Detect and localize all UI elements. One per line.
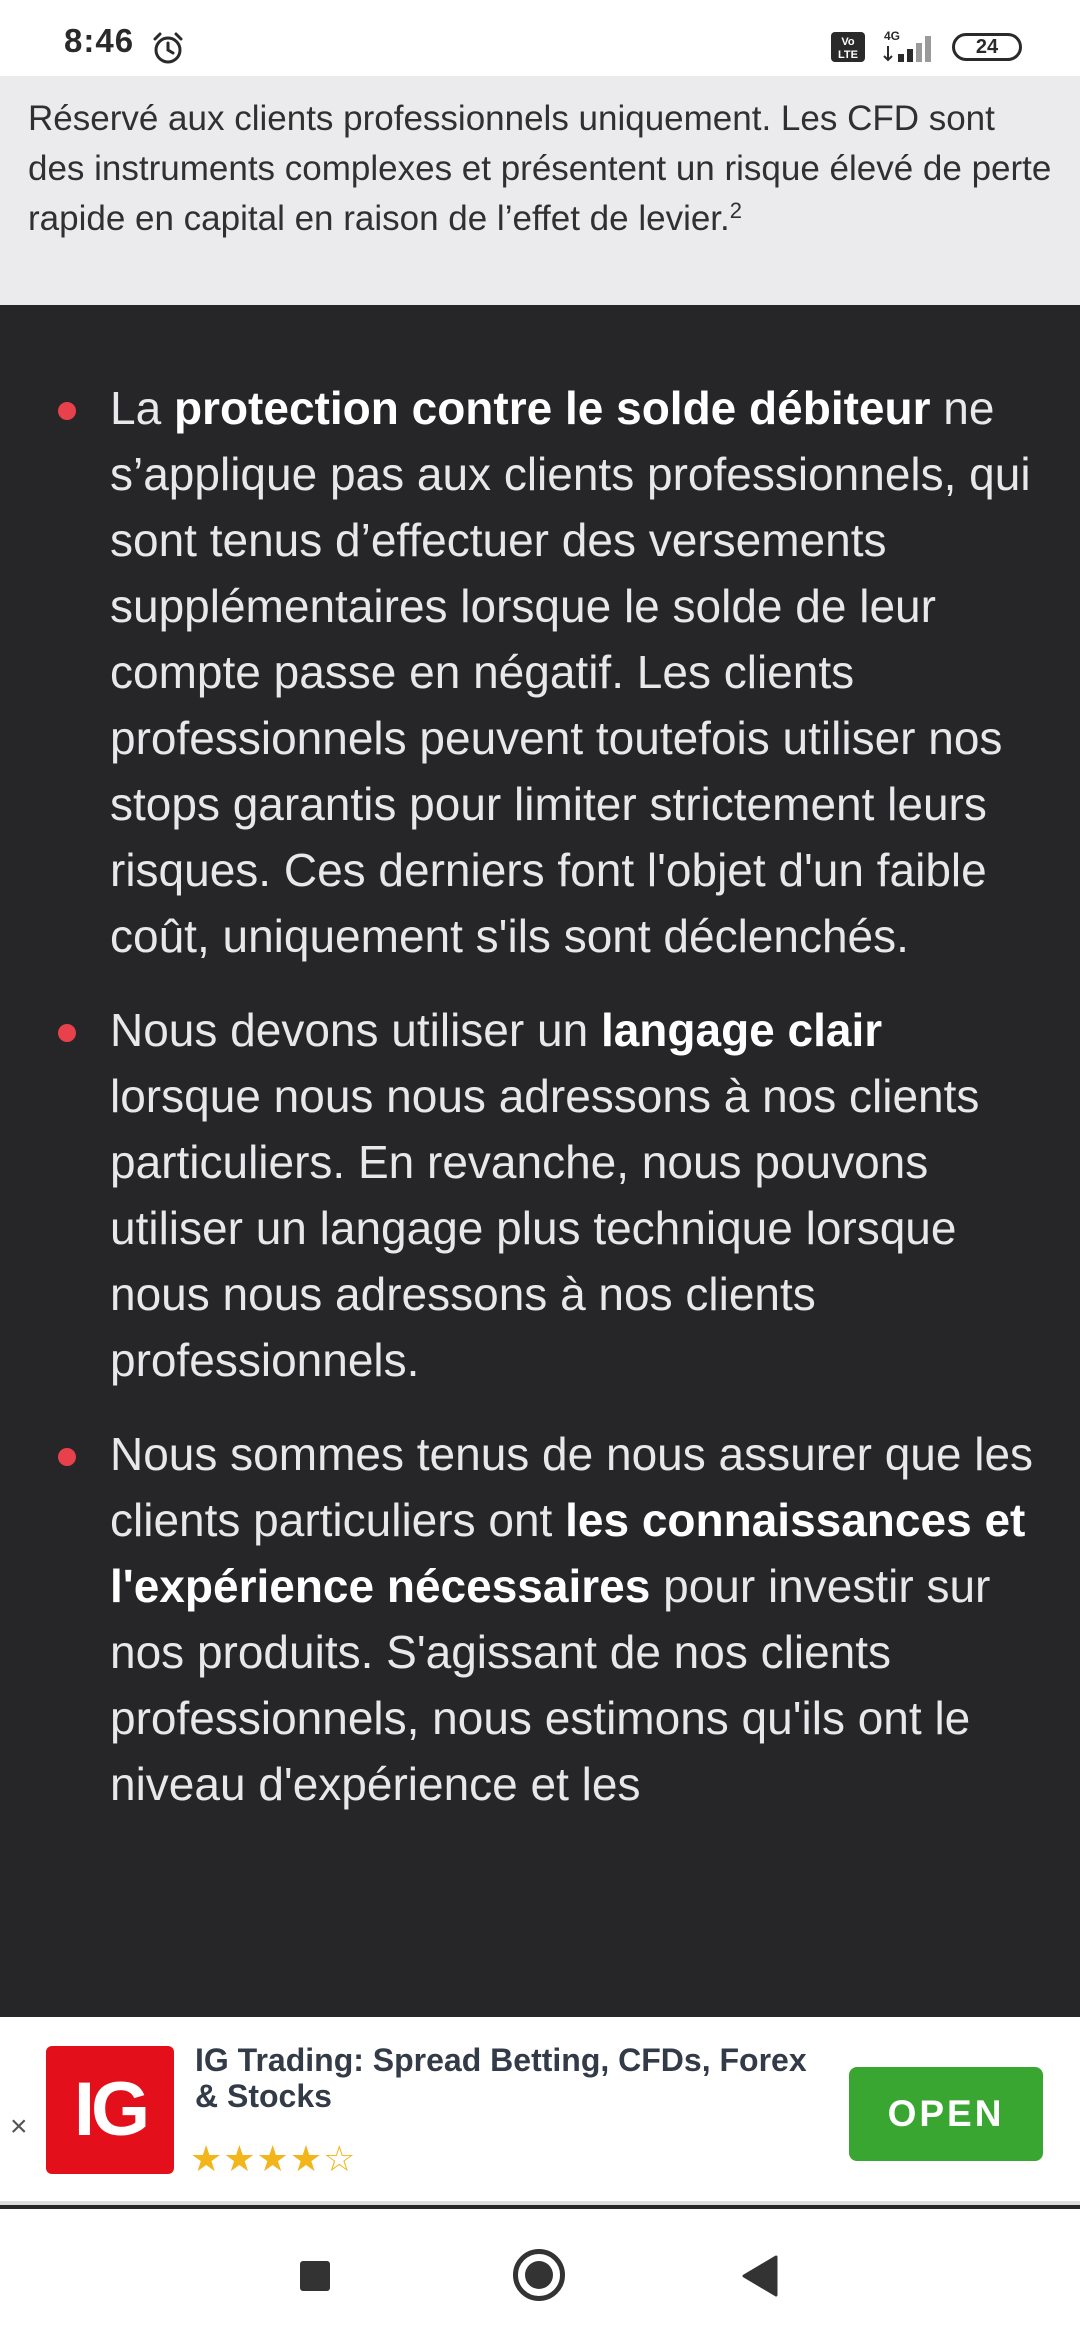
risk-footnote-ref[interactable]: 2: [729, 198, 743, 223]
star-icon: ★★★★: [190, 2138, 324, 2179]
ad-logo-text: IG: [73, 2067, 147, 2152]
system-nav-bar: [0, 2209, 1080, 2340]
status-time: 8:46: [64, 22, 135, 59]
battery-level: 24: [975, 36, 999, 58]
signal-icon: [882, 28, 938, 64]
bullet-dot: [58, 1024, 76, 1042]
bullet-text: La: [110, 382, 174, 434]
bullet-text: pour investir sur nos produits. S'agissant de nos clients professionnels, nous estimons qu'ils ont le niveau d'expérience et les: [110, 1560, 991, 1810]
ad-rating-stars: [190, 2139, 356, 2179]
svg-text:LTE: LTE: [838, 49, 858, 61]
alarm-icon: [150, 30, 186, 66]
article-content: [0, 305, 1080, 2017]
recents-icon[interactable]: [300, 2261, 330, 2291]
battery-icon: [952, 33, 1022, 61]
list-item: [0, 375, 1080, 969]
home-icon[interactable]: [513, 2249, 565, 2301]
bullet-dot: [58, 402, 76, 420]
ad-app-logo[interactable]: [46, 2046, 174, 2174]
bullet-emphasis: protection contre le solde débiteur: [173, 382, 931, 434]
ad-app-title[interactable]: IG Trading: Spread Betting, CFDs, Forex & Stocks: [195, 2042, 807, 2114]
home-icon-center: [525, 2261, 553, 2289]
svg-text:Vo: Vo: [841, 36, 855, 48]
ad-open-button[interactable]: OPEN: [849, 2067, 1043, 2161]
status-bar: [0, 0, 1080, 76]
bullet-emphasis: langage clair: [600, 1004, 883, 1056]
list-item: [0, 1421, 1080, 1817]
svg-text:4G: 4G: [884, 29, 901, 43]
list-item: [0, 997, 1080, 1393]
bullet-text: ne s’applique pas aux clients professionnels, qui sont tenus d’effectuer des versements supplémentaires lorsque le solde de leur compte passe en négatif. Les clients professionnels peuvent toutefois utiliser nos stops garantis pour limiter strictement leurs risques. Ces derniers font l'objet d'un faible coût, uniquement s'ils sont déclenchés.: [110, 382, 1031, 962]
bullet-emphasis: les connaissances et l'expérience nécessaires: [110, 1494, 1026, 1612]
ad-banner[interactable]: [0, 2017, 1080, 2205]
volte-icon: [831, 32, 865, 62]
bullet-list: [0, 375, 1080, 1845]
bullet-dot: [58, 1448, 76, 1466]
bullet-text: Nous devons utiliser un: [110, 1004, 601, 1056]
star-empty-icon: ☆: [323, 2138, 357, 2179]
risk-warning-banner: [0, 76, 1080, 305]
bullet-text: lorsque nous nous adressons à nos clients particuliers. En revanche, nous pouvons utiliser un langage plus technique lorsque nous nous adressons à nos clients professionnels.: [110, 1070, 980, 1386]
bullet-text: Nous sommes tenus de nous assurer que les clients particuliers ont: [110, 1428, 1034, 1546]
close-icon[interactable]: ×: [10, 2110, 28, 2143]
risk-warning-body: Réservé aux clients professionnels uniquement. Les CFD sont des instruments complexes et présentent un risque élevé de perte rapide en capital en raison de l’effet de levier.: [28, 99, 1052, 238]
risk-warning-text: [28, 94, 1052, 248]
back-icon[interactable]: [740, 2255, 780, 2297]
